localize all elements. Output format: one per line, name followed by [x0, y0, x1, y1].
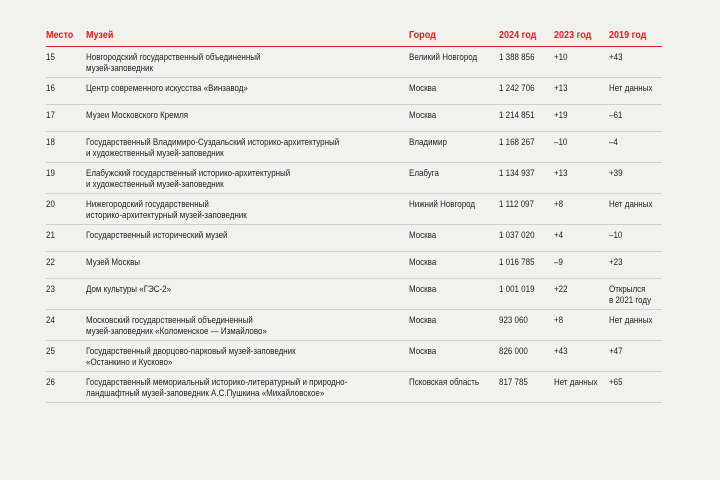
cell-place: 15	[46, 47, 86, 78]
cell-museum: Музеи Московского Кремля	[86, 105, 409, 132]
cell-2023: +8	[554, 310, 609, 341]
cell-2023: +8	[554, 194, 609, 225]
cell-place: 23	[46, 279, 86, 310]
cell-city: Владимир	[409, 132, 499, 163]
cell-2019: +47	[609, 341, 662, 372]
museum-ranking-table	[46, 28, 662, 403]
cell-city: Москва	[409, 341, 499, 372]
cell-2019: Нет данных	[609, 194, 662, 225]
cell-place: 17	[46, 105, 86, 132]
cell-2024: 1 016 785	[499, 252, 554, 279]
header-2023: 2023 год	[554, 28, 601, 47]
cell-2023: +4	[554, 225, 609, 252]
table-row	[46, 78, 662, 105]
cell-museum: Новгородский государственный объединенный музей-заповедник	[86, 47, 409, 78]
table-row	[46, 163, 662, 194]
cell-2023: +10	[554, 47, 609, 78]
cell-2024: 826 000	[499, 341, 554, 372]
cell-city: Нижний Новгород	[409, 194, 499, 225]
cell-2024: 817 785	[499, 372, 554, 403]
header-museum: Музей	[86, 28, 364, 47]
cell-2023: +19	[554, 105, 609, 132]
cell-2023: +13	[554, 163, 609, 194]
header-2019: 2019 год	[609, 28, 655, 47]
header-city: Город	[409, 28, 486, 47]
cell-place: 22	[46, 252, 86, 279]
table-row	[46, 105, 662, 132]
cell-museum: Государственный дворцово-парковый музей-заповедник «Останкино и Кусково»	[86, 341, 409, 372]
cell-2024: 1 112 097	[499, 194, 554, 225]
cell-2024: 1 134 937	[499, 163, 554, 194]
cell-2024: 1 168 267	[499, 132, 554, 163]
cell-city: Москва	[409, 105, 499, 132]
cell-2019: –10	[609, 225, 662, 252]
table-row	[46, 132, 662, 163]
table-row	[46, 252, 662, 279]
table-header-row	[46, 28, 662, 47]
cell-museum: Государственный исторический музей	[86, 225, 409, 252]
table-row	[46, 372, 662, 403]
cell-museum: Московский государственный объединенный музей-заповедник «Коломенское — Измайлово»	[86, 310, 409, 341]
cell-2019: Открылся в 2021 году	[609, 279, 662, 310]
header-place: Место	[46, 28, 80, 47]
cell-2023: –9	[554, 252, 609, 279]
cell-city: Елабуга	[409, 163, 499, 194]
cell-2019: +65	[609, 372, 662, 403]
cell-city: Москва	[409, 225, 499, 252]
cell-museum: Центр современного искусства «Винзавод»	[86, 78, 409, 105]
cell-2024: 1 242 706	[499, 78, 554, 105]
cell-museum: Дом культуры «ГЭС-2»	[86, 279, 409, 310]
cell-2019: Нет данных	[609, 310, 662, 341]
cell-city: Москва	[409, 310, 499, 341]
cell-museum: Музей Москвы	[86, 252, 409, 279]
cell-place: 20	[46, 194, 86, 225]
cell-city: Великий Новгород	[409, 47, 499, 78]
cell-museum: Елабужский государственный историко-архитектурный и художественный музей-заповедник	[86, 163, 409, 194]
cell-2024: 1 388 856	[499, 47, 554, 78]
cell-2019: +39	[609, 163, 662, 194]
cell-2019: –61	[609, 105, 662, 132]
cell-place: 19	[46, 163, 86, 194]
cell-2023: +13	[554, 78, 609, 105]
cell-place: 16	[46, 78, 86, 105]
cell-museum: Государственный Владимиро-Суздальский историко-архитектурный и художественный музей-заповедник	[86, 132, 409, 163]
cell-city: Москва	[409, 252, 499, 279]
cell-place: 24	[46, 310, 86, 341]
table-row	[46, 194, 662, 225]
cell-2024: 923 060	[499, 310, 554, 341]
header-2024: 2024 год	[499, 28, 546, 47]
table-row	[46, 47, 662, 78]
cell-place: 18	[46, 132, 86, 163]
cell-place: 21	[46, 225, 86, 252]
table-row	[46, 310, 662, 341]
cell-2019: +43	[609, 47, 662, 78]
cell-place: 26	[46, 372, 86, 403]
cell-place: 25	[46, 341, 86, 372]
cell-2023: +22	[554, 279, 609, 310]
cell-2019: –4	[609, 132, 662, 163]
cell-city: Псковская область	[409, 372, 499, 403]
cell-city: Москва	[409, 78, 499, 105]
cell-2023: +43	[554, 341, 609, 372]
cell-museum: Государственный мемориальный историко-литературный и природно- ландшафтный музей-заповедник А.С.Пушкина «Михайловское»	[86, 372, 409, 403]
cell-2024: 1 037 020	[499, 225, 554, 252]
table-row	[46, 225, 662, 252]
table-row	[46, 279, 662, 310]
cell-2024: 1 001 019	[499, 279, 554, 310]
cell-2023: –10	[554, 132, 609, 163]
cell-2019: Нет данных	[609, 78, 662, 105]
cell-2024: 1 214 851	[499, 105, 554, 132]
cell-museum: Нижегородский государственный историко-архитектурный музей-заповедник	[86, 194, 409, 225]
cell-city: Москва	[409, 279, 499, 310]
table-row	[46, 341, 662, 372]
cell-2019: +23	[609, 252, 662, 279]
cell-2023: Нет данных	[554, 372, 609, 403]
